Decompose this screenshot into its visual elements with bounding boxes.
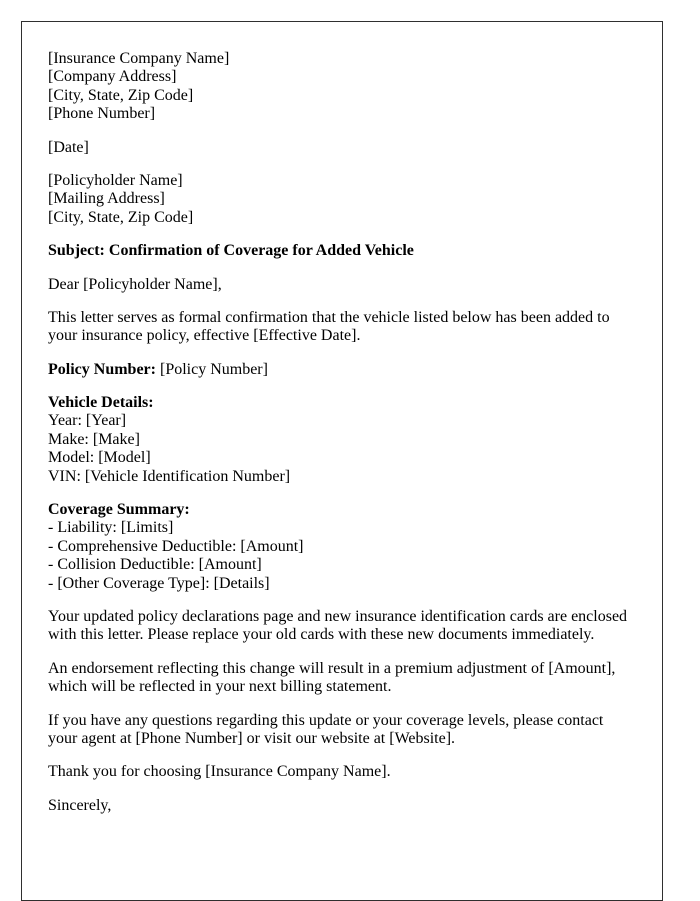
recipient-city-state-zip: [City, State, Zip Code] <box>48 208 194 226</box>
coverage-summary-heading: Coverage Summary: <box>48 501 190 519</box>
vehicle-year-line: Year: [Year] <box>48 412 127 430</box>
enclosure-paragraph: Your updated policy declarations page and new insurance identification cards are enclosed with this letter. Please replace your old cards with these new documents immediately. <box>48 607 628 644</box>
vehicle-vin-line: VIN: [Vehicle Identification Number] <box>48 467 291 485</box>
coverage-item-other: - [Other Coverage Type]: [Details] <box>48 574 270 592</box>
vehicle-details-heading: Vehicle Details: <box>48 394 154 412</box>
intro-paragraph: This letter serves as formal confirmation that the vehicle listed below has been added to your insurance policy, effective [Effective Date]. <box>48 308 610 345</box>
premium-adjustment-paragraph: An endorsement reflecting this change will result in a premium adjustment of [Amount], which will be reflected in your next billing statement. <box>48 659 616 696</box>
recipient-name: [Policyholder Name] <box>48 171 183 189</box>
vehicle-make-line: Make: [Make] <box>48 430 140 448</box>
policy-number-line <box>48 361 636 379</box>
salutation: Dear [Policyholder Name], <box>48 275 222 293</box>
thank-you-paragraph: Thank you for choosing [Insurance Company Name]. <box>48 763 391 781</box>
page-clip <box>21 21 663 814</box>
coverage-item-liability: - Liability: [Limits] <box>48 519 174 537</box>
sender-address: [Company Address] <box>48 68 177 86</box>
closing-line: Sincerely, <box>48 796 112 814</box>
date-line: [Date] <box>48 138 89 156</box>
sender-phone: [Phone Number] <box>48 105 156 123</box>
sender-address-block <box>48 50 636 124</box>
contact-paragraph: If you have any questions regarding this update or your coverage levels, please contact your agent at [Phone Number] or visit our website at [Website]. <box>48 711 604 747</box>
letter-page <box>21 21 663 901</box>
policy-number-label: Policy Number: <box>48 360 156 378</box>
recipient-address-block <box>48 172 636 227</box>
sender-company-name: [Insurance Company Name] <box>48 50 230 67</box>
coverage-summary-section <box>48 501 636 593</box>
coverage-item-comprehensive-deductible: - Comprehensive Deductible: [Amount] <box>48 537 304 555</box>
vehicle-model-line: Model: [Model] <box>48 449 151 467</box>
subject-line: Subject: Confirmation of Coverage for Added Vehicle <box>48 242 414 260</box>
coverage-item-collision-deductible: - Collision Deductible: [Amount] <box>48 556 262 574</box>
vehicle-details-section <box>48 394 636 486</box>
recipient-mailing-address: [Mailing Address] <box>48 190 165 208</box>
policy-number-value: [Policy Number] <box>159 360 268 378</box>
sender-city-state-zip: [City, State, Zip Code] <box>48 86 194 104</box>
